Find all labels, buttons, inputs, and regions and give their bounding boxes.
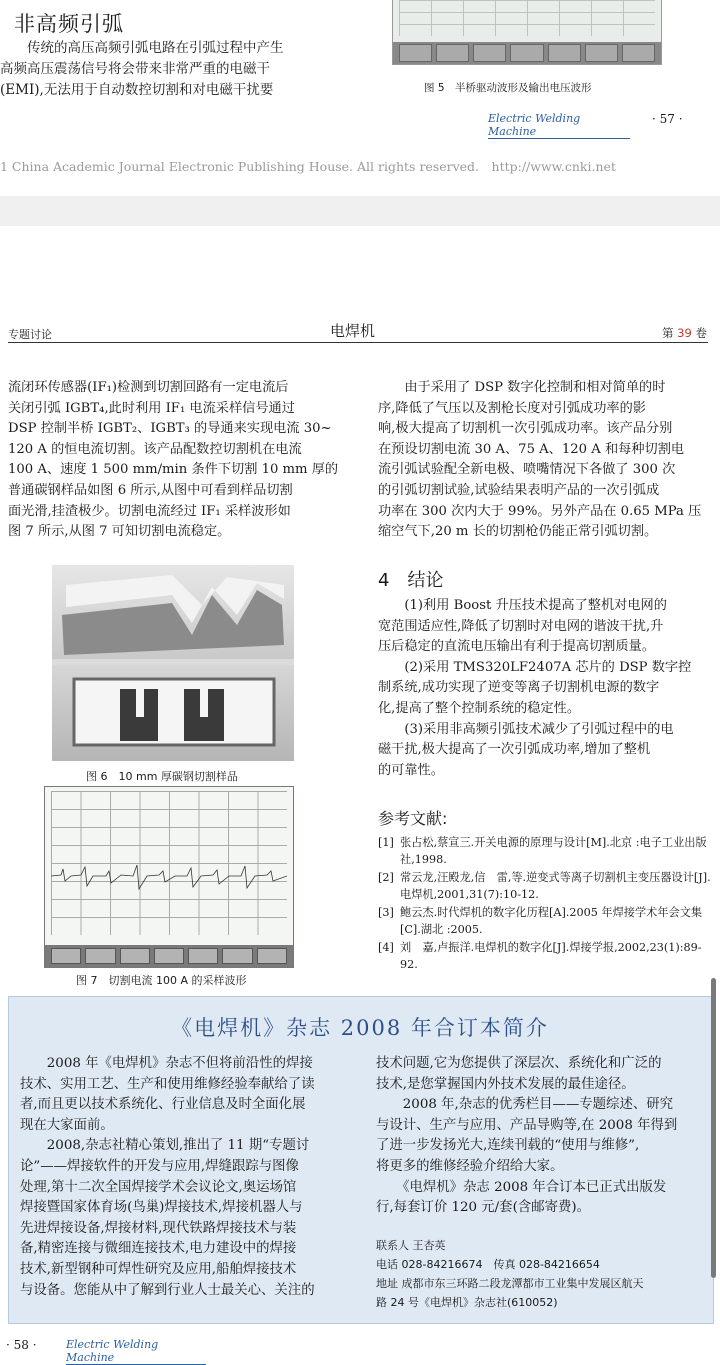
body-line: 制系统,成功实现了逆变等离子切割机电源的数字 — [378, 680, 660, 696]
volume-number: 39 — [677, 326, 692, 340]
contact-address: 地址 成都市东三环路二段龙潭都市工业集中发展区航天 — [376, 1277, 644, 1290]
header-journal-title: 电焊机 — [330, 322, 376, 340]
body-line: 100 A、速度 1 500 mm/min 条件下切割 10 mm 厚的 — [8, 462, 339, 478]
body-line: (EMI),无法用于自动数控切割和对电磁干扰要 — [0, 82, 274, 98]
left-column — [8, 378, 348, 543]
section-4-heading: 4 结论 — [378, 570, 444, 591]
ad-line: 焊接暨国家体育场(鸟巢)焊接技术,焊接机器人与 — [20, 1200, 303, 1216]
ad-line: 者,而且更以技术系统化、行业信息及时全面化展 — [20, 1097, 306, 1113]
references-heading: 参考文献: — [378, 809, 448, 828]
ad-line: 了进一步发扬光大,连续刊载的“使用与维修”, — [376, 1138, 640, 1154]
cut-sample-photo-1 — [52, 565, 294, 659]
reference-item — [378, 869, 712, 903]
contact-person: 联系人 王杏英 — [376, 1239, 446, 1252]
volume-suffix: 卷 — [695, 326, 707, 340]
scrollbar[interactable] — [711, 978, 716, 1278]
ad-title: 《电焊机》杂志 2008 年合订本简介 — [171, 1016, 549, 1040]
reference-number: [1] — [378, 836, 394, 849]
body-line: 宽范围适应性,降低了切割时对电网的谐波干扰,升 — [378, 618, 664, 634]
contact-address-cont: 路 24 号《电焊机》杂志社(610052) — [376, 1296, 558, 1309]
body-line: 序,降低了气压以及割枪长度对引弧成功率的影 — [378, 400, 646, 416]
ad-line: 《电焊机》杂志 2008 年合订本已正式出版发 — [376, 1179, 667, 1195]
figure-caption: 图 6 10 mm 厚碳钢切割样品 — [86, 770, 238, 783]
page-number: · 58 · — [6, 1338, 37, 1352]
body-line: (3)采用非高频引弧技术减少了引弧过程中的电 — [378, 721, 674, 737]
conclusion-text — [378, 596, 712, 781]
body-line: 缩空气下,20 m 长的切割枪仍能正常引弧切割。 — [378, 524, 658, 540]
body-line: 由于采用了 DSP 数字化控制和相对简单的时 — [378, 380, 666, 395]
ad-line: 技术、实用工艺、生产和使用维修经验奉献给了读 — [20, 1076, 315, 1092]
reference-text: 张占松,蔡宣三.开关电源的原理与设计[M].北京 :电子工业出版社,1998. — [400, 836, 707, 866]
reference-text: 鲍云杰.时代焊机的数字化历程[A].2005 年焊接学术年会文集[C].湖北 :2005. — [400, 906, 703, 936]
contact-phone: 电话 028-84216674 传真 028-84216654 — [376, 1258, 600, 1271]
figure-caption: 图 7 切割电流 100 A 的采样波形 — [76, 974, 247, 987]
references-list — [378, 834, 712, 974]
copyright-line: 1 China Academic Journal Electronic Publishing House. All rights reserved. http://www.cnki.net — [0, 159, 616, 174]
figure-5-oscilloscope — [392, 0, 662, 65]
page-separator — [0, 196, 720, 226]
header-rule — [8, 342, 708, 343]
ad-line: 先进焊接设备,焊接材料,现代铁路焊接技术与装 — [20, 1220, 297, 1236]
body-line: DSP 控制半桥 IGBT₂、IGBT₃ 的导通来实现电流 30~ — [8, 421, 332, 437]
ad-line: 与设备。您能从中了解到行业人士最关心、关注的 — [20, 1282, 315, 1298]
body-line: 普通碳钢样品如图 6 所示,从图中可看到样品切割 — [8, 482, 293, 498]
body-line: (2)采用 TMS320LF2407A 芯片的 DSP 数字控 — [378, 659, 692, 675]
ad-line: 行,每套订价 120 元/套(含邮寄费)。 — [376, 1200, 590, 1216]
ad-line: 处理,第十二次全国焊接学术会议论文,奥运场馆 — [20, 1179, 297, 1195]
ad-line: 技术,新型钢种可焊性研究及应用,船舶焊接技术 — [20, 1261, 297, 1277]
ad-contact-info — [376, 1236, 710, 1312]
reference-number: [4] — [378, 941, 394, 954]
ad-line: 2008 年《电焊机》杂志不但将前沿性的焊接 — [20, 1056, 313, 1071]
reference-item — [378, 904, 712, 938]
ad-line: 将更多的维修经验介绍给大家。 — [376, 1158, 564, 1174]
body-line: 流闭环传感器(IF₁)检测到切割回路有一定电流后 — [8, 380, 289, 395]
body-line: 高频高压震荡信号将会带来非常严重的电磁干 — [0, 61, 270, 77]
body-line: 磁干扰,极大提高了一次引弧成功率,增加了整机 — [378, 742, 651, 758]
reference-number: [2] — [378, 871, 394, 884]
body-line: 面光滑,挂渣极少。切割电流经过 IF₁ 采样波形如 — [8, 503, 291, 519]
volume-prefix: 第 — [662, 326, 674, 340]
ad-line: 现在大家面前。 — [20, 1117, 114, 1133]
body-line: 120 A 的恒电流切割。该产品配数控切割机在电流 — [8, 441, 302, 457]
ad-right-column — [376, 1054, 706, 1219]
body-line: (1)利用 Boost 升压技术提高了整机对电网的 — [378, 598, 667, 613]
body-line: 化,提高了整个控制系统的稳定性。 — [378, 700, 581, 716]
body-line: 流引弧试验配全新电极、喷嘴情况下各做了 300 次 — [378, 462, 676, 478]
waveform-trace — [51, 791, 287, 935]
cut-sample-photo-2 — [52, 665, 294, 761]
body-line: 图 7 所示,从图 7 可知切割电流稳定。 — [8, 524, 231, 540]
ad-line: 2008,杂志社精心策划,推出了 11 期“专题讨 — [20, 1138, 310, 1154]
body-line: 在预设切割电流 30 A、75 A、120 A 和每种切割电 — [378, 441, 685, 457]
header-section-label: 专题讨论 — [8, 328, 52, 341]
body-line: 的可靠性。 — [378, 762, 444, 778]
reference-number: [3] — [378, 906, 394, 919]
reference-item — [378, 939, 712, 973]
page-number: · 57 · — [652, 112, 683, 126]
body-line: 压后稳定的直流电压输出有利于提高切割质量。 — [378, 639, 655, 655]
body-line: 关闭引弧 IGBT₄,此时利用 IF₁ 电流采样信号通过 — [8, 400, 295, 416]
magazine-logo: Electric Welding Machine — [488, 112, 630, 139]
body-line: 的引弧切割试验,试验结果表明产品的一次引弧成 — [378, 482, 660, 498]
right-column — [378, 378, 712, 543]
ad-line: 论”——焊接软件的开发与应用,焊缝跟踪与图像 — [20, 1158, 299, 1174]
body-line: 响,极大提高了切割机一次引弧成功率。该产品分别 — [378, 421, 673, 437]
magazine-logo: Electric Welding Machine — [66, 1338, 206, 1365]
sample-shape-1 — [52, 565, 294, 659]
ad-left-column — [20, 1054, 360, 1301]
section-heading: 非高频引弧 — [14, 12, 124, 36]
body-line: 传统的高压高频引弧电路在引弧过程中产生 — [0, 40, 284, 56]
figure-6-cut-samples — [52, 565, 294, 761]
figure-7-current-waveform — [44, 786, 294, 968]
reference-text: 常云龙,汪殿龙,信 雷,等.逆变式等离子切割机主变压器设计[J].电焊机,2001,31(7):10-12. — [400, 871, 711, 901]
ad-line: 技术,是您掌握国内外技术发展的最佳途径。 — [376, 1076, 635, 1092]
header-volume — [662, 325, 707, 341]
ad-line: 与设计、生产与应用、产品导购等,在 2008 年得到 — [376, 1117, 678, 1133]
previous-page-fragment — [0, 0, 720, 196]
figure-caption: 图 5 半桥驱动波形及输出电压波形 — [424, 82, 592, 94]
ad-line: 备,精密连接与微细连接技术,电力建设中的焊接 — [20, 1241, 297, 1257]
sample-shape-2 — [52, 665, 294, 761]
body-line: 功率在 300 次内大于 99%。另外产品在 0.65 MPa 压 — [378, 503, 702, 519]
ad-line: 技术问题,它为您提供了深层次、系统化和广泛的 — [376, 1056, 662, 1071]
ad-line: 2008 年,杂志的优秀栏目——专题综述、研究 — [376, 1097, 674, 1113]
reference-text: 刘 嘉,卢振洋.电焊机的数字化[J].焊接学报,2002,23(1):89-92. — [400, 941, 702, 971]
reference-item — [378, 834, 712, 868]
